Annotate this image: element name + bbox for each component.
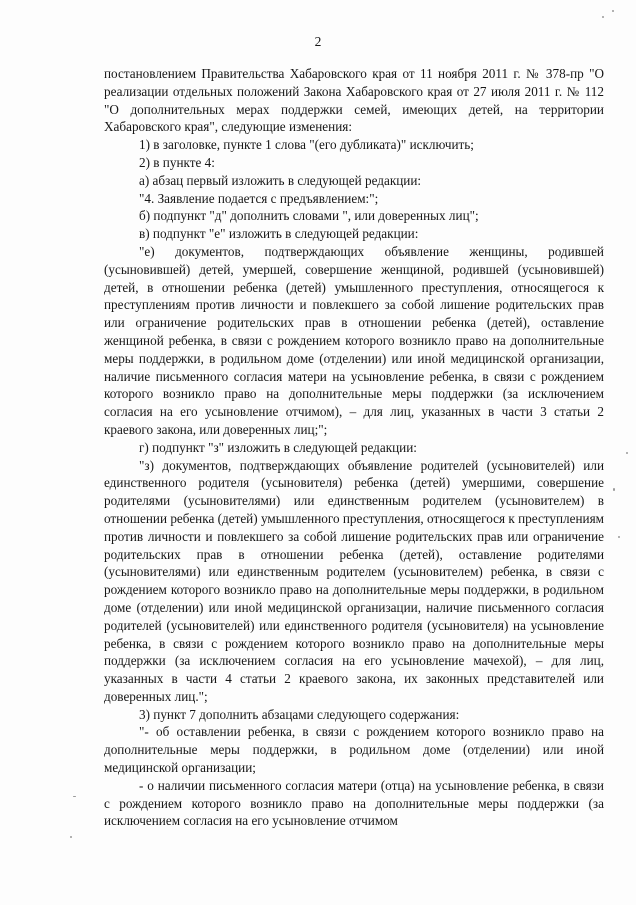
paragraph-item-3: 3) пункт 7 дополнить абзацами следующего содержания:	[139, 706, 460, 722]
paragraph-quote-e: "е) документов, подтверждающих объявление женщины, родившей (усыновившей) детей, умершей, совершение женщиной, родившей (усыновившей) детей, в отношении ребенка (детей) умышленного преступления, относящегося к преступлениям против личности и повлекшего за собой лишение родительских прав или ограничение родительских прав в отношении ребенка (детей), оставление женщиной ребенка, в связи с рождением которого возникло право на дополнительные меры поддержки, в родильном доме (отделении) или иной медицинской организации, наличие письменного согласия матери на усыновление ребенка, в связи с рождением которого возникло право на дополнительные меры поддержки (за исключением согласия на его усыновление отчимом), – для лиц, указанных в части 3 статьи 2 краевого закона, или доверенных лиц;";	[104, 243, 604, 437]
paragraph-intro: постановлением Правительства Хабаровского края от 11 ноября 2011 г. № 378-пр "О реализации отдельных положений Закона Хабаровского края от 27 июля 2011 г. № 112 "О дополнительных мерах поддержки семей, имеющих детей, на территории Хабаровского края", следующие изменения:	[104, 66, 604, 135]
scan-artifact-dot	[602, 16, 604, 18]
paragraph-item-2: 2) в пункте 4:	[139, 154, 215, 170]
paragraph-item-1: 1) в заголовке, пункте 1 слова "(его дубликата)" исключить;	[139, 137, 474, 153]
paragraph-quote-4: "4. Заявление подается с предъявлением:";	[139, 190, 379, 206]
page-number: 2	[314, 34, 322, 49]
paragraph-subitem-v: в) подпункт "е" изложить в следующей редакции:	[139, 226, 419, 242]
scan-artifact-dot	[626, 452, 628, 454]
paragraph-subitem-a: а) абзац первый изложить в следующей редакции:	[139, 172, 422, 188]
scan-artifact-dot	[613, 488, 615, 491]
paragraph-bullet-consent: - о наличии письменного согласия матери (отца) на усыновление ребенка, в связи с рождением которого возникло право на дополнительные меры поддержки (за исключением согласия на его усыновление отчимом	[104, 777, 604, 829]
scan-artifact-dot	[618, 536, 620, 538]
paragraph-subitem-g: г) подпункт "з" изложить в следующей редакции:	[139, 439, 417, 455]
paragraph-quote-z: "з) документов, подтверждающих объявление родителей (усыновителей) или единственного родителя (усыновителя) ребенка (детей) умершими, совершение родителями (усыновителями) или единственным родителем (усыновителем) в отношении ребенка (детей) умышленного преступления, относящегося к преступлениям против личности и повлекшего за собой лишение родительских прав или ограничение родительских прав в отношении ребенка (детей), оставление родителями (усыновителями) или единственным родителем (усыновителем) ребенка, в связи с рождением которого возникло право на дополнительные меры поддержки, в родильном доме (отделении) или иной медицинской организации, наличие письменного согласия родителей (усыновителей) или единственного родителя (усыновителя) на усыновление ребенка, в связи с рождением которого возникло право на дополнительные меры поддержки (за исключением согласия на его усыновление мачехой), – для лиц, указанных в части 4 статьи 2 краевого закона, их законных представителей или доверенных лиц.";	[104, 457, 604, 704]
scan-artifact-dot	[612, 10, 614, 12]
scan-artifact-dot	[73, 796, 76, 797]
document-body	[104, 65, 604, 830]
paragraph-bullet-abandonment: "- об оставлении ребенка, в связи с рождением которого возникло право на дополнительные меры поддержки, в родильном доме (отделении) или иной медицинской организации;	[104, 724, 604, 776]
scan-artifact-dot	[70, 836, 72, 838]
paragraph-subitem-b: б) подпункт "д" дополнить словами ", или доверенных лиц";	[139, 208, 479, 224]
